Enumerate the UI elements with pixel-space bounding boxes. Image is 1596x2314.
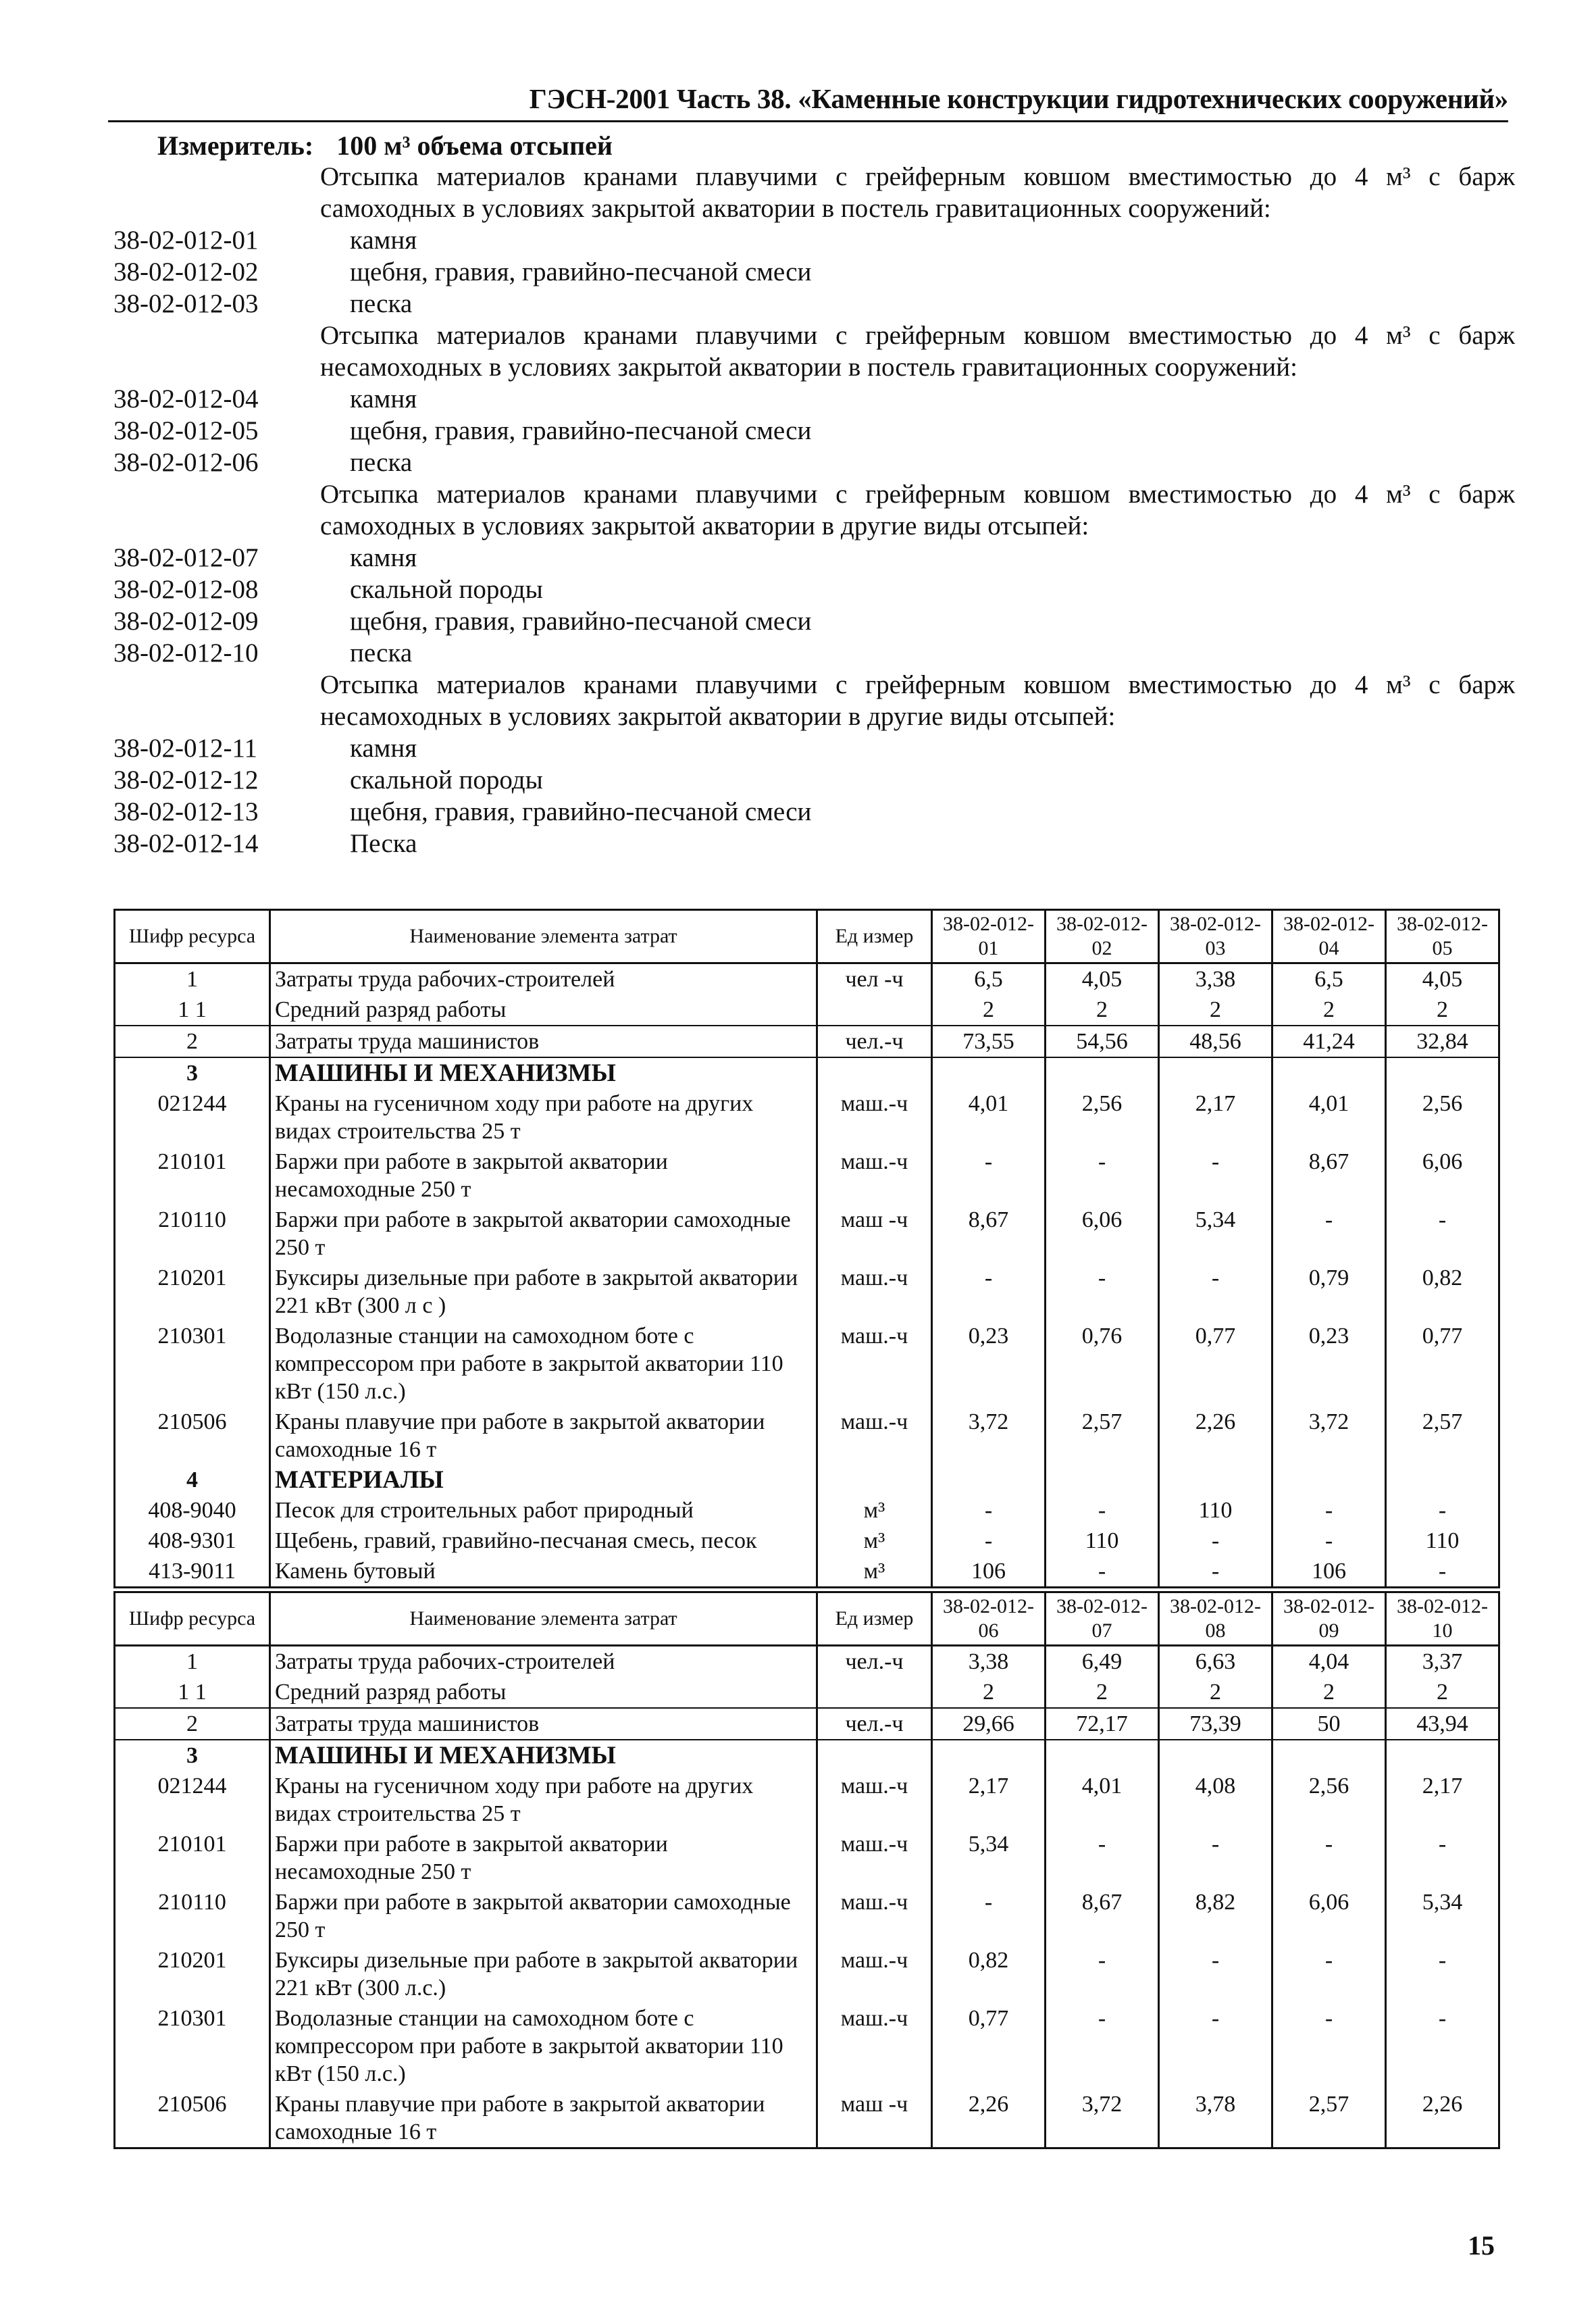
spec-row	[113, 764, 1515, 796]
norm-value	[932, 1465, 1046, 1495]
element-name: Затраты труда рабочих-строителей	[270, 1646, 817, 1678]
norm-value: 0,77	[1386, 1321, 1499, 1407]
element-name: МАШИНЫ И МЕХАНИЗМЫ	[270, 1740, 817, 1771]
header-unit: Ед измер	[817, 1592, 932, 1646]
resource-code: 210301	[115, 2003, 270, 2089]
table-row	[115, 1026, 1499, 1057]
norm-value: 6,06	[1046, 1205, 1159, 1263]
norm-value: 73,55	[932, 1026, 1046, 1057]
norm-value: 8,82	[1159, 1887, 1272, 1945]
resource-code: 1 1	[115, 995, 270, 1026]
spec-code: 38-02-012-12	[113, 765, 259, 795]
spec-row	[113, 828, 1515, 859]
norm-value: -	[1159, 1829, 1272, 1887]
resource-code: 2	[115, 1708, 270, 1740]
spec-row	[113, 542, 1515, 574]
resource-code: 210201	[115, 1945, 270, 2003]
resource-code: 021244	[115, 1771, 270, 1829]
norm-value: 6,06	[1386, 1147, 1499, 1205]
header-norm-code: 38-02-012-03	[1159, 910, 1272, 963]
unit: м³	[817, 1556, 932, 1588]
unit: м³	[817, 1526, 932, 1556]
norm-value: 4,04	[1272, 1646, 1386, 1678]
unit	[817, 1057, 932, 1088]
norm-value: 0,82	[932, 1945, 1046, 2003]
element-name: Водолазные станции на самоходном боте с компрессором при работе в закрытой акватории 110 кВт (150 л.с.)	[270, 1321, 817, 1407]
spec-row	[113, 383, 1515, 415]
element-name: Баржи при работе в закрытой акватории самоходные 250 т	[270, 1887, 817, 1945]
element-name: Краны плавучие при работе в закрытой акватории самоходные 16 т	[270, 1407, 817, 1465]
norm-value: -	[1046, 1556, 1159, 1588]
unit: маш.-ч	[817, 1407, 932, 1465]
norm-value	[1159, 1740, 1272, 1771]
group-title: Отсыпка материалов кранами плавучими с грейферным ковшом вместимостью до 4 м³ с барж самоходных в условиях закрытой акватории в другие виды отсыпей:	[320, 480, 1515, 540]
norm-value: -	[1272, 1526, 1386, 1556]
norm-value	[932, 1740, 1046, 1771]
norm-value: -	[1272, 2003, 1386, 2089]
norm-value: -	[1046, 1829, 1159, 1887]
table-row	[115, 1088, 1499, 1147]
norm-value: 6,5	[1272, 963, 1386, 995]
header-norm-code: 38-02-012-02	[1046, 910, 1159, 963]
header-norm-code: 38-02-012-04	[1272, 910, 1386, 963]
norm-value: 2,57	[1386, 1407, 1499, 1465]
unit: маш.-ч	[817, 2003, 932, 2089]
norm-value: -	[1159, 1945, 1272, 2003]
measure-line	[157, 130, 613, 161]
spec-code: 38-02-012-01	[113, 226, 259, 255]
resource-code: 021244	[115, 1088, 270, 1147]
norm-value: 2,56	[1272, 1771, 1386, 1829]
norm-value: 2	[1046, 1677, 1159, 1708]
spec-row	[113, 224, 1515, 256]
spec-name: щебня, гравия, гравийно-песчаной смеси	[350, 257, 812, 286]
spec-name: скальной породы	[350, 575, 543, 604]
norm-value: 2	[1272, 1677, 1386, 1708]
table-row	[115, 1945, 1499, 2003]
spec-code: 38-02-012-09	[113, 607, 259, 636]
norm-value: 5,34	[1159, 1205, 1272, 1263]
resource-code: 210301	[115, 1321, 270, 1407]
norm-value: 29,66	[932, 1708, 1046, 1740]
header-norm-code: 38-02-012-01	[932, 910, 1046, 963]
element-name: МАШИНЫ И МЕХАНИЗМЫ	[270, 1057, 817, 1088]
norm-value	[1046, 1740, 1159, 1771]
norm-value: 3,72	[1046, 2089, 1159, 2148]
norm-value: 0,77	[932, 2003, 1046, 2089]
table-row	[115, 1147, 1499, 1205]
spec-name: щебня, гравия, гравийно-песчаной смеси	[350, 607, 812, 636]
norm-value	[1386, 1465, 1499, 1495]
group-title: Отсыпка материалов кранами плавучими с грейферным ковшом вместимостью до 4 м³ с барж несамоходных в условиях закрытой акватории в постель гравитационных сооружений:	[320, 321, 1515, 382]
header-resource-code: Шифр ресурса	[115, 1592, 270, 1646]
norm-value: 2	[1046, 995, 1159, 1026]
norm-value: 2	[932, 995, 1046, 1026]
spec-name: песка	[350, 289, 413, 318]
resource-code: 1 1	[115, 1677, 270, 1708]
norm-value: -	[1046, 1147, 1159, 1205]
norm-value	[1386, 1057, 1499, 1088]
norm-value: 3,72	[932, 1407, 1046, 1465]
spec-row	[113, 574, 1515, 605]
resource-code: 3	[115, 1740, 270, 1771]
norm-value: 5,34	[1386, 1887, 1499, 1945]
table-row	[115, 1887, 1499, 1945]
spec-row	[113, 415, 1515, 447]
measure-label: Измеритель:	[157, 130, 314, 161]
header-resource-code: Шифр ресурса	[115, 910, 270, 963]
unit: чел.-ч	[817, 1708, 932, 1740]
table-row	[115, 1771, 1499, 1829]
norm-value: 106	[1272, 1556, 1386, 1588]
norm-value: 4,01	[1272, 1088, 1386, 1147]
spec-name: камня	[350, 543, 417, 572]
norm-value: 110	[1159, 1495, 1272, 1526]
unit: маш.-ч	[817, 1771, 932, 1829]
norm-value: 8,67	[932, 1205, 1046, 1263]
norm-value: 8,67	[1272, 1147, 1386, 1205]
norm-value: 48,56	[1159, 1026, 1272, 1057]
norm-value: 5,34	[932, 1829, 1046, 1887]
section-row	[115, 1740, 1499, 1771]
page-number: 15	[1468, 2230, 1495, 2261]
resource-code: 1	[115, 963, 270, 995]
norm-value: 3,78	[1159, 2089, 1272, 2148]
unit: чел.-ч	[817, 1646, 932, 1678]
element-name: Камень бутовый	[270, 1556, 817, 1588]
resource-code: 210201	[115, 1263, 270, 1321]
table-row	[115, 1829, 1499, 1887]
resource-code: 210101	[115, 1147, 270, 1205]
norm-value: 32,84	[1386, 1026, 1499, 1057]
norm-value: 4,05	[1046, 963, 1159, 995]
norm-value	[1046, 1465, 1159, 1495]
table-row	[115, 1205, 1499, 1263]
unit: маш.-ч	[817, 1887, 932, 1945]
norm-value: 2,17	[1159, 1088, 1272, 1147]
norm-value: -	[932, 1495, 1046, 1526]
resource-code: 210101	[115, 1829, 270, 1887]
norm-value: 50	[1272, 1708, 1386, 1740]
norm-value: 4,08	[1159, 1771, 1272, 1829]
norm-value: 106	[932, 1556, 1046, 1588]
resource-code: 4	[115, 1465, 270, 1495]
norm-value: -	[1159, 2003, 1272, 2089]
spec-name: песка	[350, 448, 413, 477]
section-row	[115, 1057, 1499, 1088]
resource-table-1	[113, 909, 1500, 1588]
resource-code: 408-9301	[115, 1526, 270, 1556]
norm-value: -	[1159, 1556, 1272, 1588]
norm-value: 2,17	[1386, 1771, 1499, 1829]
norm-value: -	[1386, 1205, 1499, 1263]
norm-value: -	[1159, 1263, 1272, 1321]
element-name: Щебень, гравий, гравийно-песчаная смесь, песок	[270, 1526, 817, 1556]
spec-code: 38-02-012-14	[113, 829, 259, 858]
table-row	[115, 1708, 1499, 1740]
norm-value	[1159, 1057, 1272, 1088]
header-norm-code: 38-02-012-10	[1386, 1592, 1499, 1646]
measure-value: 100 м³ объема отсыпей	[336, 130, 613, 161]
table-row	[115, 1321, 1499, 1407]
element-name: Водолазные станции на самоходном боте с компрессором при работе в закрытой акватории 110 кВт (150 л.с.)	[270, 2003, 817, 2089]
spec-code: 38-02-012-08	[113, 575, 259, 604]
resource-code: 408-9040	[115, 1495, 270, 1526]
norm-value	[1272, 1740, 1386, 1771]
spec-name: щебня, гравия, гравийно-песчаной смеси	[350, 416, 812, 445]
norm-value: 110	[1386, 1526, 1499, 1556]
norm-value: 2,26	[1386, 2089, 1499, 2148]
resource-code: 2	[115, 1026, 270, 1057]
norm-value: -	[1046, 1263, 1159, 1321]
norm-value: 2	[932, 1677, 1046, 1708]
norm-value: -	[1272, 1829, 1386, 1887]
table-row	[115, 1495, 1499, 1526]
norm-value: 6,5	[932, 963, 1046, 995]
header-norm-code: 38-02-012-07	[1046, 1592, 1159, 1646]
norm-value: 2,57	[1046, 1407, 1159, 1465]
norm-value: 0,23	[1272, 1321, 1386, 1407]
element-name: Затраты труда машинистов	[270, 1708, 817, 1740]
spec-name: щебня, гравия, гравийно-песчаной смеси	[350, 797, 812, 826]
element-name: Буксиры дизельные при работе в закрытой акватории 221 кВт (300 л.с.)	[270, 1945, 817, 2003]
page-header: ГЭСН-2001 Часть 38. «Каменные конструкции гидротехнических сооружений»	[108, 82, 1508, 122]
spec-name: камня	[350, 226, 417, 255]
norm-value: 2	[1159, 995, 1272, 1026]
spec-code: 38-02-012-05	[113, 416, 259, 445]
norm-value: 43,94	[1386, 1708, 1499, 1740]
spec-row	[113, 256, 1515, 288]
norm-value: 0,23	[932, 1321, 1046, 1407]
unit: маш.-ч	[817, 1088, 932, 1147]
spec-row	[113, 605, 1515, 637]
spec-name: камня	[350, 734, 417, 763]
norm-value: -	[1386, 1829, 1499, 1887]
norm-value: -	[1386, 2003, 1499, 2089]
norm-value: 3,72	[1272, 1407, 1386, 1465]
spec-name: камня	[350, 384, 417, 413]
spec-row	[113, 637, 1515, 669]
norm-value: -	[1272, 1205, 1386, 1263]
norm-value	[932, 1057, 1046, 1088]
spec-code: 38-02-012-07	[113, 543, 259, 572]
unit: маш -ч	[817, 1205, 932, 1263]
unit: чел -ч	[817, 963, 932, 995]
table-row	[115, 2003, 1499, 2089]
norm-value: -	[932, 1887, 1046, 1945]
spec-code: 38-02-012-13	[113, 797, 259, 826]
norm-value: -	[1046, 1495, 1159, 1526]
table-row	[115, 1646, 1499, 1678]
norm-value: 2	[1272, 995, 1386, 1026]
element-name: Затраты труда рабочих-строителей	[270, 963, 817, 995]
header-element-name: Наименование элемента затрат	[270, 1592, 817, 1646]
header-norm-code: 38-02-012-05	[1386, 910, 1499, 963]
element-name: Песок для строительных работ природный	[270, 1495, 817, 1526]
norm-value	[1272, 1465, 1386, 1495]
spec-code: 38-02-012-03	[113, 289, 259, 318]
norm-value: 4,01	[1046, 1771, 1159, 1829]
norm-value: -	[1386, 1556, 1499, 1588]
unit: м³	[817, 1495, 932, 1526]
norm-value: -	[1159, 1526, 1272, 1556]
resource-code: 3	[115, 1057, 270, 1088]
norm-value	[1272, 1057, 1386, 1088]
unit	[817, 1740, 932, 1771]
resource-code: 210506	[115, 2089, 270, 2148]
unit: маш.-ч	[817, 1321, 932, 1407]
norm-value: 0,82	[1386, 1263, 1499, 1321]
norm-value: 3,37	[1386, 1646, 1499, 1678]
norm-value: 2	[1386, 995, 1499, 1026]
spec-name: Песка	[350, 829, 417, 858]
spec-code: 38-02-012-10	[113, 638, 259, 668]
norm-value: 6,49	[1046, 1646, 1159, 1678]
unit: маш.-ч	[817, 1829, 932, 1887]
work-specification-list	[113, 161, 1515, 859]
norm-value: -	[932, 1263, 1046, 1321]
norm-value: -	[1386, 1945, 1499, 2003]
unit: маш.-ч	[817, 1263, 932, 1321]
norm-value: -	[1386, 1495, 1499, 1526]
section-row	[115, 1465, 1499, 1495]
spec-code: 38-02-012-04	[113, 384, 259, 413]
norm-value	[1159, 1465, 1272, 1495]
spec-row	[113, 796, 1515, 828]
norm-value: -	[932, 1147, 1046, 1205]
norm-value	[1386, 1740, 1499, 1771]
norm-value: -	[1272, 1495, 1386, 1526]
table-row	[115, 1526, 1499, 1556]
unit	[817, 1677, 932, 1708]
norm-value: 110	[1046, 1526, 1159, 1556]
table-row	[115, 995, 1499, 1026]
table-row	[115, 963, 1499, 995]
norm-value: 2,56	[1046, 1088, 1159, 1147]
norm-value: -	[1046, 1945, 1159, 2003]
element-name: Средний разряд работы	[270, 1677, 817, 1708]
resource-table-2	[113, 1591, 1500, 2149]
group-title: Отсыпка материалов кранами плавучими с грейферным ковшом вместимостью до 4 м³ с барж самоходных в условиях закрытой акватории в постель гравитационных сооружений:	[320, 162, 1515, 223]
spec-code: 38-02-012-11	[113, 734, 258, 763]
spec-name: песка	[350, 638, 413, 668]
spec-row	[113, 732, 1515, 764]
element-name: Буксиры дизельные при работе в закрытой акватории 221 кВт (300 л с )	[270, 1263, 817, 1321]
spec-code: 38-02-012-06	[113, 448, 259, 477]
table-row	[115, 1407, 1499, 1465]
norm-value: 2,26	[932, 2089, 1046, 2148]
resource-code: 210110	[115, 1205, 270, 1263]
norm-value: 6,63	[1159, 1646, 1272, 1678]
element-name: Баржи при работе в закрытой акватории несамоходные 250 т	[270, 1829, 817, 1887]
norm-value: -	[1046, 2003, 1159, 2089]
element-name: Краны на гусеничном ходу при работе на других видах строительства 25 т	[270, 1088, 817, 1147]
resource-code: 413-9011	[115, 1556, 270, 1588]
norm-value: 41,24	[1272, 1026, 1386, 1057]
norm-value: 2,57	[1272, 2089, 1386, 2148]
norm-value: 6,06	[1272, 1887, 1386, 1945]
spec-row	[113, 447, 1515, 478]
norm-value: 4,05	[1386, 963, 1499, 995]
unit: маш.-ч	[817, 1945, 932, 2003]
spec-name: скальной породы	[350, 765, 543, 795]
spec-row	[113, 288, 1515, 320]
norm-value: 8,67	[1046, 1887, 1159, 1945]
norm-value: -	[932, 1526, 1046, 1556]
unit: маш -ч	[817, 2089, 932, 2148]
header-unit: Ед измер	[817, 910, 932, 963]
table-row	[115, 1556, 1499, 1588]
element-name: Затраты труда машинистов	[270, 1026, 817, 1057]
unit: маш.-ч	[817, 1147, 932, 1205]
element-name: Средний разряд работы	[270, 995, 817, 1026]
norm-value: 3,38	[1159, 963, 1272, 995]
norm-value: 54,56	[1046, 1026, 1159, 1057]
table-row	[115, 1677, 1499, 1708]
header-norm-code: 38-02-012-08	[1159, 1592, 1272, 1646]
norm-value: 0,77	[1159, 1321, 1272, 1407]
norm-value: 3,38	[932, 1646, 1046, 1678]
element-name: Краны на гусеничном ходу при работе на других видах строительства 25 т	[270, 1771, 817, 1829]
resource-code: 1	[115, 1646, 270, 1678]
norm-value: 2	[1159, 1677, 1272, 1708]
element-name: Баржи при работе в закрытой акватории самоходные 250 т	[270, 1205, 817, 1263]
norm-value	[1046, 1057, 1159, 1088]
header-norm-code: 38-02-012-06	[932, 1592, 1046, 1646]
norm-value: 2	[1386, 1677, 1499, 1708]
norm-value: 2,17	[932, 1771, 1046, 1829]
norm-value: 0,76	[1046, 1321, 1159, 1407]
header-norm-code: 38-02-012-09	[1272, 1592, 1386, 1646]
resource-code: 210506	[115, 1407, 270, 1465]
norm-value: -	[1272, 1945, 1386, 2003]
header-element-name: Наименование элемента затрат	[270, 910, 817, 963]
norm-value: 72,17	[1046, 1708, 1159, 1740]
norm-value: -	[1159, 1147, 1272, 1205]
unit: чел.-ч	[817, 1026, 932, 1057]
group-title: Отсыпка материалов кранами плавучими с грейферным ковшом вместимостью до 4 м³ с барж несамоходных в условиях закрытой акватории в другие виды отсыпей:	[320, 670, 1515, 731]
element-name: Баржи при работе в закрытой акватории несамоходные 250 т	[270, 1147, 817, 1205]
norm-value: 73,39	[1159, 1708, 1272, 1740]
element-name: МАТЕРИАЛЫ	[270, 1465, 817, 1495]
norm-value: 2,56	[1386, 1088, 1499, 1147]
resource-code: 210110	[115, 1887, 270, 1945]
norm-value: 4,01	[932, 1088, 1046, 1147]
table-row	[115, 1263, 1499, 1321]
table-row	[115, 2089, 1499, 2148]
unit	[817, 1465, 932, 1495]
element-name: Краны плавучие при работе в закрытой акватории самоходные 16 т	[270, 2089, 817, 2148]
norm-value: 2,26	[1159, 1407, 1272, 1465]
spec-code: 38-02-012-02	[113, 257, 259, 286]
norm-value: 0,79	[1272, 1263, 1386, 1321]
unit	[817, 995, 932, 1026]
